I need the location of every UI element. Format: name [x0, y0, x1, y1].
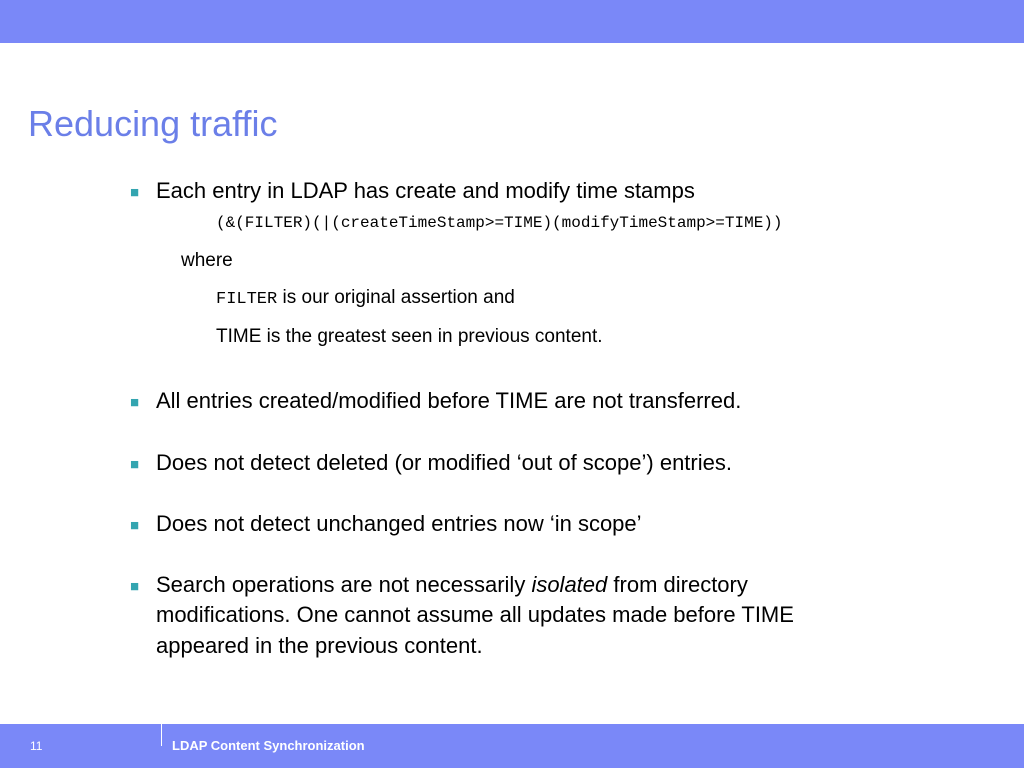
bullet-text-timestamps: Each entry in LDAP has create and modify time stamps — [156, 178, 695, 203]
bullet-marker: ■ — [130, 184, 140, 201]
bullet-marker: ■ — [130, 456, 140, 473]
filter-desc-text: is our original assertion and — [277, 287, 515, 308]
bullet-marker: ■ — [130, 517, 140, 534]
bullet-text-transferred: All entries created/modified before TIME are not transferred. — [156, 388, 742, 413]
footer-bar — [0, 724, 1024, 768]
footer-divider — [161, 724, 162, 746]
bullet-marker: ■ — [130, 394, 140, 411]
isolated-text-after: from directory — [607, 572, 748, 597]
bullet-text-isolated — [156, 570, 748, 600]
bullet-text-isolated-line2: modifications. One cannot assume all updates made before TIME — [156, 602, 794, 627]
where-label: where — [181, 250, 233, 271]
slide-title: Reducing traffic — [28, 103, 278, 144]
time-description: TIME is the greatest seen in previous content. — [216, 326, 603, 347]
bullet-marker: ■ — [130, 578, 140, 595]
bullet-text-deleted: Does not detect deleted (or modified ‘out of scope’) entries. — [156, 450, 732, 475]
bullet-text-unchanged: Does not detect unchanged entries now ‘in scope’ — [156, 511, 642, 536]
isolated-text-before: Search operations are not necessarily — [156, 572, 532, 597]
page-number: 11 — [30, 739, 43, 753]
filter-expression: (&(FILTER)(|(createTimeStamp>=TIME)(modifyTimeStamp>=TIME)) — [216, 214, 783, 232]
top-bar — [0, 0, 1024, 43]
filter-token: FILTER — [216, 290, 278, 309]
isolated-word: isolated — [531, 572, 608, 597]
bullet-text-isolated-line3: appeared in the previous content. — [156, 633, 483, 658]
filter-description — [216, 285, 515, 313]
footer-title: LDAP Content Synchronization — [172, 738, 365, 753]
